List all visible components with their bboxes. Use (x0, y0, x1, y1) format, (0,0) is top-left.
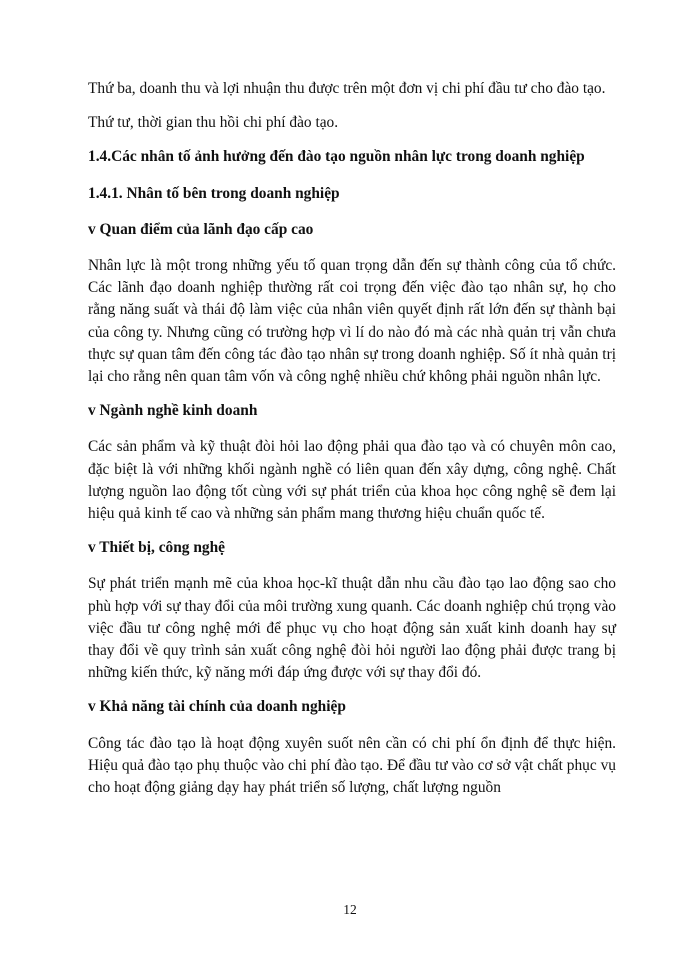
paragraph-equipment-technology: Sự phát triển mạnh mẽ của khoa học-kĩ thuật dẫn nhu cầu đào tạo lao động sao cho phù hợp với sự thay đổi của môi trường xung quanh. Các doanh nghiệp chú trọng vào việc đầu tư công nghệ mới để phục vụ cho hoạt động sản xuất kinh doanh hay sự thay đổi về quy trình sản xuất công nghệ đòi hỏi người lao động phải được trang bị những kiến thức, kỹ năng mới đáp ứng được với sự thay đổi đó. (88, 575, 616, 682)
paragraph-business-sector: Các sản phẩm và kỹ thuật đòi hỏi lao động phải qua đào tạo và có chuyên môn cao, đặc biệt là với những khối ngành nghề có liên quan đến xây dựng, công nghệ. Chất lượng nguồn lao động tốt cùng với sự phát triển của khoa học công nghệ sẽ đem lại hiệu quả kinh tế cao và những sản phẩm mang thương hiệu chuẩn quốc tế. (88, 438, 616, 523)
subheading-business-sector: v Ngành nghề kinh doanh (88, 402, 258, 420)
section-heading-1-4-1: 1.4.1. Nhân tố bên trong doanh nghiệp (88, 184, 340, 202)
page-number: 12 (343, 902, 357, 917)
section-heading-1-4: 1.4.Các nhân tố ảnh hưởng đến đào tạo nguồn nhân lực trong doanh nghiệp (88, 148, 585, 166)
subheading-equipment-technology: v Thiết bị, công nghệ (88, 539, 225, 557)
paragraph-financial-capacity: Công tác đào tạo là hoạt động xuyên suốt nên cần có chi phí ổn định để thực hiện. Hiệu quả đào tạo phụ thuộc vào chi phí đào tạo. Để đầu tư vào cơ sở vật chất phục vụ cho hoạt động giảng dạy hay phát triển số lượng, chất lượng nguồn (88, 734, 616, 797)
subheading-financial-capacity: v Khả năng tài chính của doanh nghiệp (88, 698, 346, 716)
paragraph-metric-payback: Thứ tư, thời gian thu hồi chi phí đào tạo. (88, 114, 339, 132)
subheading-leadership-view: v Quan điểm của lãnh đạo cấp cao (88, 220, 314, 238)
paragraph-leadership-view: Nhân lực là một trong những yếu tố quan trọng dẫn đến sự thành công của tổ chức. Các lãnh đạo doanh nghiệp thường rất coi trọng đến việc đào tạo nhân sự, họ cho rằng năng suất và thái độ làm việc của nhân viên quyết định rất lớn đến sự thành bại của công ty. Nhưng cũng có trường hợp vì lí do nào đó mà các nhà quản trị vẫn chưa thực sự quan tâm đến công tác đào tạo nhân sự trong doanh nghiệp. Số ít nhà quản trị lại cho rằng nên quan tâm vốn và công nghệ nhiều chứ không phải nguồn nhân lực. (88, 257, 616, 386)
page-content (88, 78, 616, 811)
paragraph-metric-revenue: Thứ ba, doanh thu và lợi nhuận thu được trên một đơn vị chi phí đầu tư cho đào tạo. (88, 80, 606, 97)
